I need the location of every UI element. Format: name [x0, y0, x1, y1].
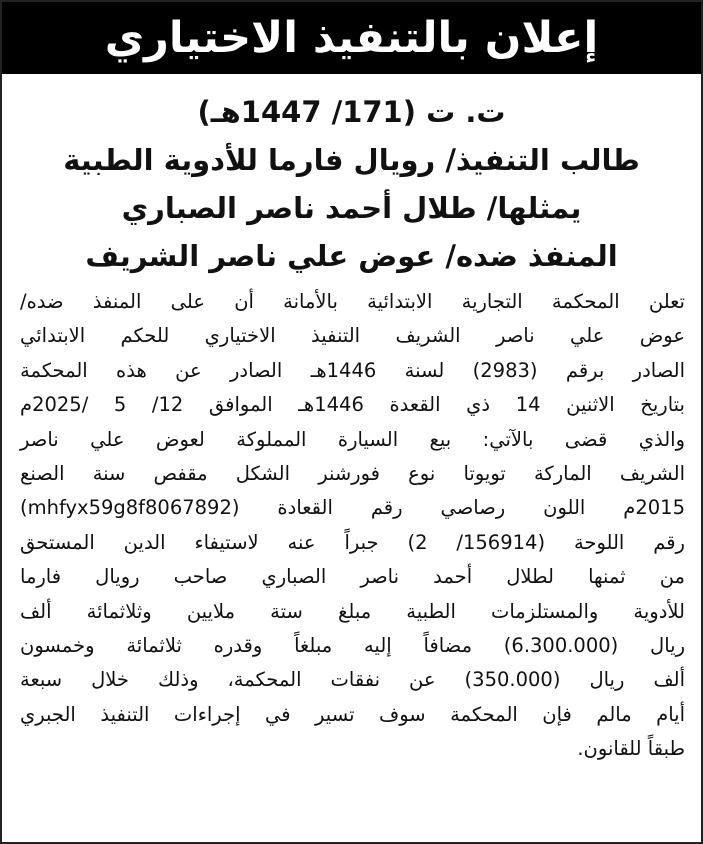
- case-number: ت. ت (171/ 1447هـ): [197, 95, 506, 129]
- body-line: للأدوية والمستلزمات الطبية مبلغ ستة ملايين وثلاثمائة ألف: [20, 599, 685, 623]
- defendant-name: المنفذ ضده/ عوض علي ناصر الشريف: [85, 239, 618, 273]
- body-line: الصادر برقم (2983) لسنة 1446هـ الصادر عن هذه المحكمة: [20, 358, 685, 382]
- body-line: 2015م اللون رصاصي رقم القعادة (mhfyx59g8f8067892): [20, 496, 685, 520]
- body-line: الشريف الماركة تويوتا نوع فورشنر الشكل مقفص سنة الصنع: [20, 461, 685, 485]
- body-line: بتاريخ الاثنين 14 ذي القعدة 1446هـ الموافق 12/ 5 /2025م: [20, 393, 685, 417]
- body-line: أيام مالم فإن المحكمة سوف تسير في إجراءات التنفيذ الجبري: [20, 702, 685, 726]
- body-line: رقم اللوحة (156914/ 2) جبراً عنه لاستيفاء الدين المستحق: [20, 530, 685, 554]
- body-line: من ثمنها لطلال أحمد ناصر الصباري صاحب رويال فارما: [20, 565, 685, 589]
- case-heading: [2, 88, 701, 280]
- body-line: ريال (6.300.000) مضافاً إليه مبلغاً وقدره ثلاثمائة وخمسون: [20, 633, 685, 657]
- body-line: والذي قضى بالآتي: بيع السيارة المملوكة لعوض علي ناصر: [20, 427, 685, 451]
- body-line: ألف ريال (350.000) عن نفقات المحكمة، وذلك خلال سبعة: [20, 668, 685, 692]
- header-bar: [2, 2, 701, 74]
- notice-body: [20, 285, 685, 766]
- body-line: طبقاً للقانون.: [577, 737, 685, 761]
- body-line: تعلن المحكمة التجارية الابتدائية بالأمانة أن على المنفذ ضده/: [20, 290, 685, 313]
- notice-title: إعلان بالتنفيذ الاختياري: [104, 12, 599, 63]
- requester-representative: يمثلها/ طلال أحمد ناصر الصباري: [121, 191, 582, 225]
- body-line: عوض علي ناصر الشريف التنفيذ الاختياري للحكم الابتدائي: [20, 324, 685, 348]
- execution-requester: طالب التنفيذ/ رويال فارما للأدوية الطبية: [63, 143, 640, 177]
